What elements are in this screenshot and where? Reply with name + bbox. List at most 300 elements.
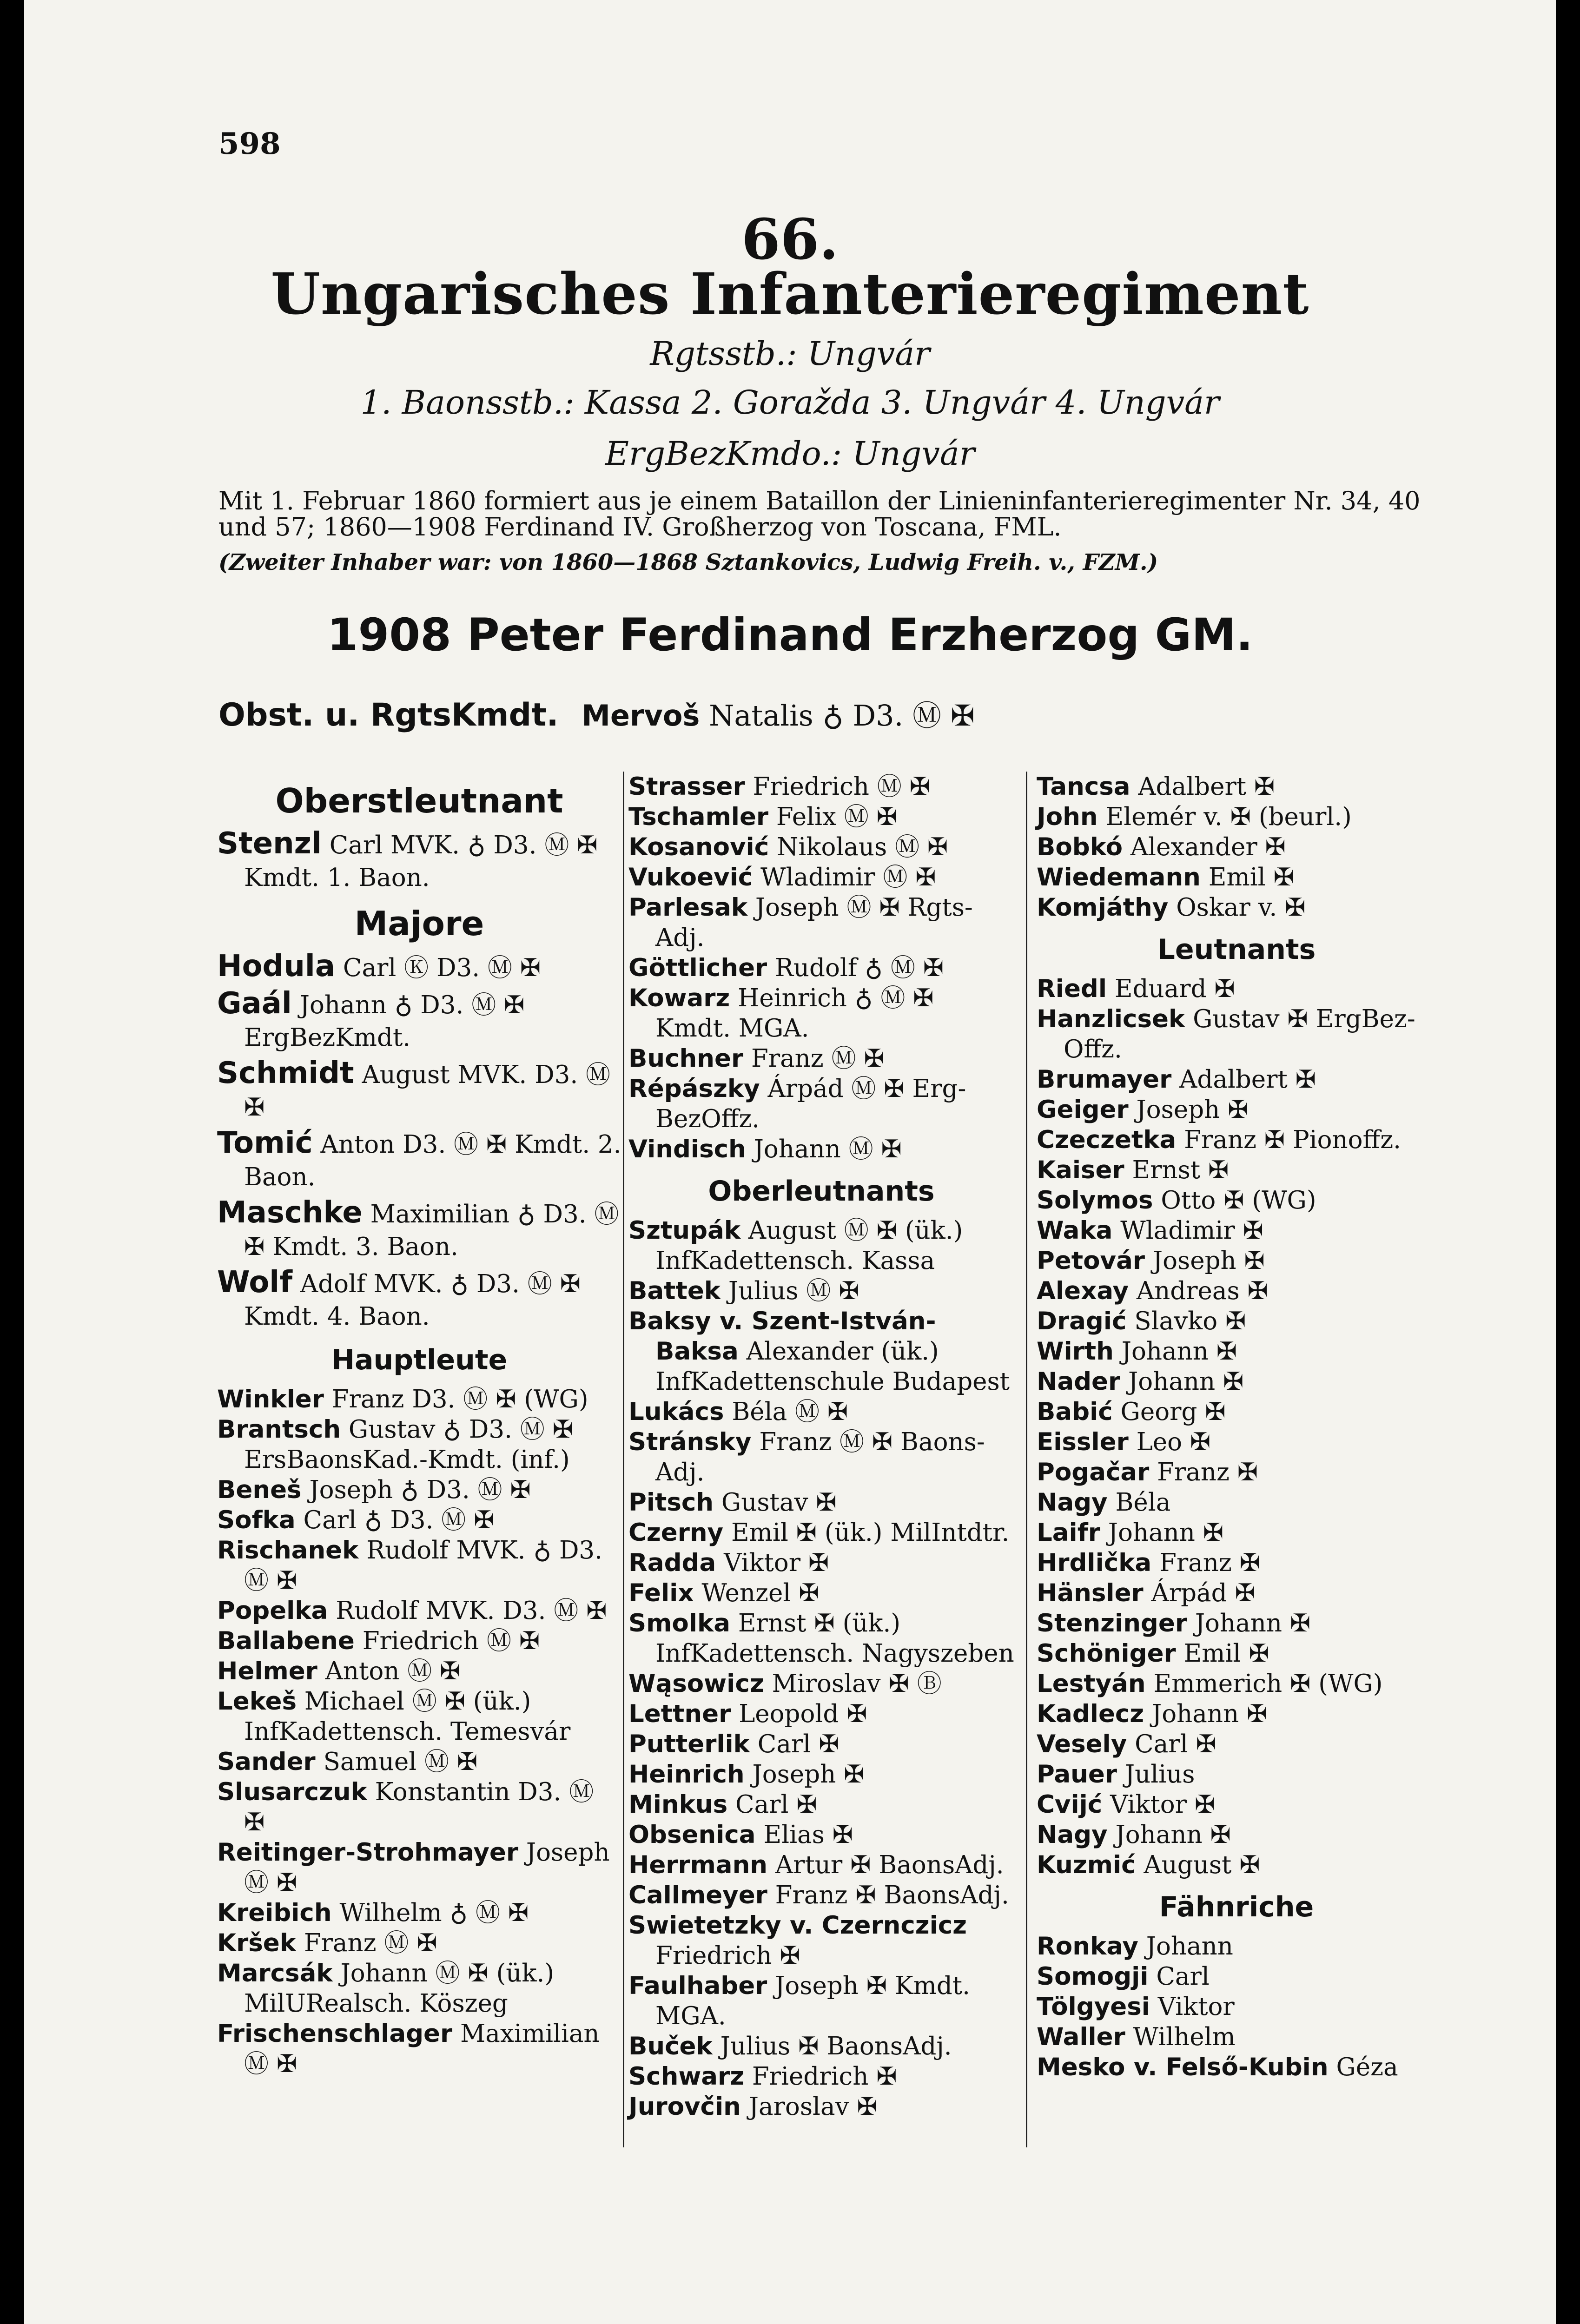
list-item xyxy=(217,1656,621,1686)
regiment-commander xyxy=(218,693,975,734)
person-surname: Eissler xyxy=(1037,1428,1129,1456)
list-item xyxy=(217,1196,621,1263)
list-item xyxy=(628,892,1014,953)
list-item xyxy=(628,772,1014,802)
person-surname: Hrdlička xyxy=(1037,1549,1152,1577)
list-item xyxy=(1037,1729,1436,1759)
person-details: Viktor ✠ xyxy=(1110,1790,1216,1819)
person-surname: Brumayer xyxy=(1037,1065,1172,1094)
person-surname: Pitsch xyxy=(628,1488,714,1517)
person-details: Carl ✠ xyxy=(757,1730,840,1758)
list-item xyxy=(628,1789,1014,1820)
list-item xyxy=(1037,1367,1436,1397)
person-details: Maximilian Ⓜ ✠ xyxy=(244,2020,600,2078)
person-details: Leopold ✠ xyxy=(739,1700,867,1728)
person-surname: Kuzmić xyxy=(1037,1851,1136,1879)
battalion-staffs: 1. Baonsstb.: Kassa 2. Goražda 3. Ungvár 4. Ungvár xyxy=(360,383,1220,422)
list-item xyxy=(1037,1789,1436,1820)
list-item xyxy=(628,1518,1014,1548)
column-divider-1 xyxy=(623,772,624,2147)
person-details: Carl xyxy=(1156,1962,1210,1991)
person-details: Franz ✠ BaonsAdj. xyxy=(775,1881,1009,1909)
list-item xyxy=(628,1487,1014,1518)
person-details: Julius ✠ BaonsAdj. xyxy=(720,2032,952,2060)
person-details: Anton D3. Ⓜ ✠ Kmdt. 2. Baon. xyxy=(244,1130,621,1191)
person-details: Joseph Ⓜ ✠ Rgts-Adj. xyxy=(655,893,973,952)
person-surname: Stenzinger xyxy=(1037,1609,1187,1637)
person-details: Franz ✠ Pionoffz. xyxy=(1184,1126,1401,1154)
person-details: Slavko ✠ xyxy=(1134,1307,1246,1335)
person-surname: Smolka xyxy=(628,1609,730,1637)
list-item xyxy=(1037,832,1436,862)
person-details: Johann ✠ xyxy=(1108,1519,1224,1547)
list-item xyxy=(1037,1427,1436,1457)
list-item xyxy=(628,2092,1014,2122)
person-details: Alexander ✠ xyxy=(1130,833,1286,861)
person-surname: Waller xyxy=(1037,2023,1125,2051)
list-item xyxy=(628,1074,1014,1134)
person-details: Géza xyxy=(1336,2053,1398,2081)
person-surname: Cvijć xyxy=(1037,1790,1103,1819)
person-details: Oskar v. ✠ xyxy=(1176,893,1306,922)
list-oberleutnants xyxy=(628,1215,1014,2122)
person-surname: Popelka xyxy=(217,1597,328,1625)
list-item xyxy=(1037,1306,1436,1336)
person-details: Anton Ⓜ ✠ xyxy=(325,1657,461,1685)
list-item xyxy=(217,1626,621,1656)
person-surname: Callmeyer xyxy=(628,1881,767,1909)
person-surname: Swietetzky v. Czernczicz xyxy=(628,1911,967,1940)
person-details: Johann Ⓜ ✠ xyxy=(754,1135,902,1163)
person-surname: Buchner xyxy=(628,1044,744,1073)
list-item xyxy=(1037,1699,1436,1729)
person-details: Elemér v. ✠ (beurl.) xyxy=(1105,803,1352,831)
person-details: Eduard ✠ xyxy=(1114,975,1235,1003)
list-item xyxy=(628,1669,1014,1699)
list-item xyxy=(217,1747,621,1777)
person-details: Rudolf MVK. ♁ D3. Ⓜ ✠ xyxy=(244,1536,603,1595)
person-details: Miroslav ✠ Ⓑ xyxy=(772,1670,942,1698)
list-item xyxy=(1037,1397,1436,1427)
person-details: Wladimir ✠ xyxy=(1120,1216,1263,1245)
person-details: Artur ✠ BaonsAdj. xyxy=(775,1851,1004,1879)
person-details: Johann ✠ xyxy=(1121,1337,1237,1366)
person-surname: Felix xyxy=(628,1579,694,1607)
person-details: August ✠ xyxy=(1144,1851,1260,1879)
person-details: Franz Ⓜ ✠ xyxy=(751,1044,885,1073)
person-surname: Kršek xyxy=(217,1929,296,1957)
person-details: Elias ✠ xyxy=(763,1821,853,1849)
list-item xyxy=(1037,1961,1436,1992)
person-surname: Battek xyxy=(628,1277,721,1305)
list-item xyxy=(1037,1608,1436,1638)
person-details: Carl ✠ xyxy=(1135,1730,1216,1758)
person-surname: Helmer xyxy=(217,1657,317,1685)
person-details: Joseph Ⓜ ✠ xyxy=(244,1838,610,1897)
person-surname: Vukoević xyxy=(628,863,753,891)
person-surname: Lestyán xyxy=(1037,1670,1146,1698)
list-item xyxy=(217,1777,621,1837)
person-details: Leo ✠ xyxy=(1136,1428,1211,1456)
list-item xyxy=(217,1266,621,1333)
person-details: Jaroslav ✠ xyxy=(748,2093,878,2121)
list-item xyxy=(628,1043,1014,1074)
person-surname: Sofka xyxy=(217,1506,296,1534)
person-details: Joseph ✠ Kmdt. MGA. xyxy=(655,1972,970,2030)
list-item xyxy=(1037,1457,1436,1487)
list-item xyxy=(217,1686,621,1747)
person-details: Friedrich ✠ xyxy=(752,2062,897,2091)
person-surname: Buček xyxy=(628,2032,713,2060)
person-details: Otto ✠ (WG) xyxy=(1161,1186,1316,1215)
list-item xyxy=(628,1850,1014,1880)
commander-label: Obst. u. RgtsKmdt. xyxy=(218,697,559,733)
person-surname: Putterlik xyxy=(628,1730,750,1758)
column-3 xyxy=(1037,772,1436,2082)
person-details: Heinrich ♁ Ⓜ ✠ Kmdt. MGA. xyxy=(655,984,934,1043)
person-details: Emil ✠ xyxy=(1183,1639,1269,1668)
list-item xyxy=(217,2019,621,2079)
person-surname: Nagy xyxy=(1037,1821,1108,1849)
list-item xyxy=(1037,1336,1436,1367)
list-item xyxy=(217,950,621,984)
list-item xyxy=(217,1898,621,1928)
list-item xyxy=(217,1414,621,1475)
person-surname: Tancsa xyxy=(1037,772,1130,801)
list-item xyxy=(1037,1548,1436,1578)
person-surname: Tschamler xyxy=(628,803,769,831)
list-item xyxy=(1037,1185,1436,1215)
person-surname: Bobkó xyxy=(1037,833,1123,861)
person-details: Emmerich ✠ (WG) xyxy=(1153,1670,1383,1698)
person-details: August MVK. D3. Ⓜ ✠ xyxy=(244,1061,611,1122)
person-surname: Lekeš xyxy=(217,1687,297,1716)
person-details: Gustav ✠ ErgBez-Offz. xyxy=(1064,1005,1415,1063)
person-surname: Hanzlicsek xyxy=(1037,1005,1185,1033)
commander-name: Mervoš xyxy=(582,699,700,733)
list-item xyxy=(628,1820,1014,1850)
list-majore xyxy=(217,950,621,1333)
list-item xyxy=(628,983,1014,1043)
person-details: Árpád Ⓜ ✠ Erg-BezOffz. xyxy=(655,1075,966,1133)
list-item xyxy=(628,802,1014,832)
person-details: Johann xyxy=(1146,1932,1233,1961)
column-2 xyxy=(628,772,1014,2122)
person-details: Gustav ♁ D3. Ⓜ ✠ ErsBaonsKad.-Kmdt. (inf.) xyxy=(244,1415,574,1474)
person-details: Joseph ♁ D3. Ⓜ ✠ xyxy=(309,1476,531,1504)
person-surname: Strasser xyxy=(628,772,745,801)
list-item xyxy=(628,1910,1014,1971)
list-item xyxy=(1037,1246,1436,1276)
list-item xyxy=(1037,772,1436,802)
person-surname: Frischenschlager xyxy=(217,2020,453,2048)
person-surname: Lettner xyxy=(628,1700,731,1728)
list-item xyxy=(1037,1638,1436,1669)
person-surname: Gaál xyxy=(217,986,292,1021)
person-surname: Brantsch xyxy=(217,1415,341,1444)
person-details: Béla Ⓜ ✠ xyxy=(732,1398,848,1426)
list-item xyxy=(217,1596,621,1626)
list-item xyxy=(628,1548,1014,1578)
list-leutnants xyxy=(1037,974,1436,1880)
list-item xyxy=(217,1384,621,1414)
list-item xyxy=(1037,1850,1436,1880)
person-details: Joseph ✠ xyxy=(1136,1096,1249,1124)
person-details: Franz Ⓜ ✠ Baons-Adj. xyxy=(655,1428,985,1486)
list-item xyxy=(217,1958,621,2019)
person-surname: Répászky xyxy=(628,1075,760,1103)
person-surname: Kreibich xyxy=(217,1899,332,1927)
person-details: Wladimir Ⓜ ✠ xyxy=(760,863,936,891)
person-details: Viktor xyxy=(1157,1993,1235,2021)
page-number: 598 xyxy=(218,126,281,161)
person-details: Adalbert ✠ xyxy=(1138,772,1275,801)
person-details: Maximilian ♁ D3. Ⓜ ✠ Kmdt. 3. Baon. xyxy=(244,1200,619,1261)
list-item xyxy=(1037,1931,1436,1961)
person-surname: Minkus xyxy=(628,1790,728,1819)
person-details: Joseph ✠ xyxy=(1152,1247,1265,1275)
person-details: Alexander (ük.) InfKadettenschule Budapest xyxy=(655,1337,1010,1396)
person-surname: Wiedemann xyxy=(1037,863,1201,891)
person-details: Adolf MVK. ♁ D3. Ⓜ ✠ Kmdt. 4. Baon. xyxy=(244,1270,581,1331)
person-surname: Pauer xyxy=(1037,1760,1117,1789)
person-details: Andreas ✠ xyxy=(1136,1277,1268,1305)
person-surname: Schmidt xyxy=(217,1056,354,1090)
list-item xyxy=(217,1127,621,1194)
person-details: Nikolaus Ⓜ ✠ xyxy=(777,833,948,861)
list-item xyxy=(217,1475,621,1505)
person-surname: Wąsowicz xyxy=(628,1670,764,1698)
person-details: Johann ♁ D3. Ⓜ ✠ ErgBezKmdt. xyxy=(244,991,525,1052)
list-item xyxy=(217,1837,621,1898)
person-surname: Vesely xyxy=(1037,1730,1127,1758)
person-details: Johann ✠ xyxy=(1195,1609,1311,1637)
list-item xyxy=(628,1578,1014,1608)
person-details: Georg ✠ xyxy=(1120,1398,1226,1426)
person-surname: Kosanović xyxy=(628,833,769,861)
person-surname: Sztupák xyxy=(628,1216,741,1245)
intro-line-2: und 57; 1860—1908 Ferdinand IV. Großherzog von Toscana, FML. xyxy=(218,512,1062,541)
list-obstlt xyxy=(217,827,621,894)
person-details: Konstantin D3. Ⓜ ✠ xyxy=(244,1778,594,1836)
list-item xyxy=(1037,862,1436,892)
list-item xyxy=(1037,1759,1436,1789)
person-details: Árpád ✠ xyxy=(1151,1579,1256,1607)
person-surname: Czerny xyxy=(628,1519,724,1547)
person-surname: Waka xyxy=(1037,1216,1113,1245)
person-details: Adalbert ✠ xyxy=(1179,1065,1316,1094)
list-oberleutnants-cont xyxy=(1037,772,1436,923)
heading-hauptleute: Hauptleute xyxy=(331,1344,508,1376)
person-surname: Göttlicher xyxy=(628,954,767,982)
person-surname: Rischanek xyxy=(217,1536,359,1565)
person-surname: Somogji xyxy=(1037,1962,1149,1991)
person-surname: Babić xyxy=(1037,1398,1113,1426)
person-surname: Stenzl xyxy=(217,826,322,861)
person-surname: Parlesak xyxy=(628,893,747,922)
person-surname: Reitinger-Strohmayer xyxy=(217,1838,518,1867)
person-surname: Dragić xyxy=(1037,1307,1127,1335)
heading-oberleutnants: Oberleutnants xyxy=(708,1175,935,1208)
list-item xyxy=(1037,2052,1436,2082)
list-item xyxy=(628,1880,1014,1910)
list-faehnriche xyxy=(1037,1931,1436,2082)
person-surname: Riedl xyxy=(1037,975,1107,1003)
list-item xyxy=(628,832,1014,862)
person-details: Joseph ✠ xyxy=(752,1760,865,1789)
person-surname: Marcsák xyxy=(217,1959,333,1987)
person-surname: Solymos xyxy=(1037,1186,1153,1215)
person-surname: Hodula xyxy=(217,949,336,984)
intro-line-3: (Zweiter Inhaber war: von 1860—1868 Sztankovics, Ludwig Freih. v., FZM.) xyxy=(218,549,1158,575)
column-divider-2 xyxy=(1026,772,1027,2147)
list-item xyxy=(1037,1125,1436,1155)
list-item xyxy=(1037,1578,1436,1608)
person-details: Emil ✠ xyxy=(1208,863,1294,891)
person-surname: Stránsky xyxy=(628,1428,752,1456)
list-item xyxy=(628,953,1014,983)
person-surname: Herrmann xyxy=(628,1851,768,1879)
person-details: Gustav ✠ xyxy=(721,1488,837,1517)
person-details: Wilhelm xyxy=(1133,2023,1236,2051)
person-surname: Petovár xyxy=(1037,1247,1145,1275)
list-item xyxy=(1037,1095,1436,1125)
person-details: Carl ✠ xyxy=(735,1790,817,1819)
person-surname: Mesko v. Felső-Kubin xyxy=(1037,2053,1329,2081)
person-surname: Sander xyxy=(217,1748,316,1776)
list-item xyxy=(628,1276,1014,1306)
person-surname: Tomić xyxy=(217,1126,313,1160)
person-surname: Nagy xyxy=(1037,1488,1108,1517)
list-item xyxy=(217,987,621,1054)
person-details: Wenzel ✠ xyxy=(701,1579,820,1607)
heading-oberstleutnant: Oberstleutnant xyxy=(275,781,563,820)
inhaber-heading: 1908 Peter Ferdinand Erzherzog GM. xyxy=(327,609,1253,661)
person-surname: Czeczetka xyxy=(1037,1126,1177,1154)
intro-line-1: Mit 1. Februar 1860 formiert aus je einem Bataillon der Linieninfanterieregimenter Nr. 34, 40 xyxy=(218,486,1421,515)
person-surname: Heinrich xyxy=(628,1760,745,1789)
list-item xyxy=(628,1729,1014,1759)
list-item xyxy=(217,1535,621,1596)
person-surname: Schwarz xyxy=(628,2062,745,2091)
list-item xyxy=(1037,1992,1436,2022)
column-1 xyxy=(217,772,621,2079)
person-surname: Radda xyxy=(628,1549,716,1577)
person-surname: John xyxy=(1037,803,1098,831)
erg-command: ErgBezKmdo.: Ungvár xyxy=(605,435,975,473)
person-surname: Kowarz xyxy=(628,984,730,1012)
person-surname: Obsenica xyxy=(628,1821,756,1849)
person-details: Michael Ⓜ ✠ (ük.) InfKadettensch. Temesvár xyxy=(244,1687,571,1746)
person-surname: Beneš xyxy=(217,1476,302,1504)
list-item xyxy=(628,1397,1014,1427)
person-surname: Schöniger xyxy=(1037,1639,1176,1668)
person-surname: Laifr xyxy=(1037,1519,1100,1547)
commander-details: Natalis ♁ D3. Ⓜ ✠ xyxy=(709,699,975,733)
person-details: Friedrich Ⓜ ✠ xyxy=(753,772,931,801)
person-details: Johann ✠ xyxy=(1128,1367,1244,1396)
list-item xyxy=(628,1699,1014,1729)
person-surname: Vindisch xyxy=(628,1135,746,1163)
list-item xyxy=(628,2061,1014,2092)
person-surname: Alexay xyxy=(1037,1277,1129,1305)
person-surname: Winkler xyxy=(217,1385,324,1413)
person-surname: Ronkay xyxy=(1037,1932,1138,1961)
list-item xyxy=(628,1427,1014,1487)
person-surname: Geiger xyxy=(1037,1096,1129,1124)
list-item xyxy=(1037,1820,1436,1850)
person-details: Johann ✠ xyxy=(1152,1700,1268,1728)
list-item xyxy=(1037,1064,1436,1095)
heading-majore: Majore xyxy=(354,904,484,943)
person-surname: Jurovčin xyxy=(628,2093,741,2121)
person-details: Julius xyxy=(1124,1760,1195,1789)
person-details: Franz Ⓜ ✠ xyxy=(304,1929,437,1957)
person-surname: Nader xyxy=(1037,1367,1121,1396)
person-surname: Pogačar xyxy=(1037,1458,1150,1486)
person-details: Ernst ✠ xyxy=(1132,1156,1229,1184)
person-details: Ernst ✠ (ük.) InfKadettensch. Nagyszeben xyxy=(655,1609,1014,1668)
person-surname: Faulhaber xyxy=(628,1972,767,2000)
person-details: Béla xyxy=(1115,1488,1171,1517)
list-item xyxy=(1037,1004,1436,1064)
person-details: Emil ✠ (ük.) MilIntdtr. xyxy=(731,1519,1010,1547)
person-details: Franz ✠ xyxy=(1157,1458,1258,1486)
person-details: Friedrich Ⓜ ✠ xyxy=(362,1627,540,1655)
list-item xyxy=(1037,1215,1436,1246)
person-surname: Tölgyesi xyxy=(1037,1993,1150,2021)
person-details: August Ⓜ ✠ (ük.) InfKadettensch. Kassa xyxy=(655,1216,963,1275)
list-item xyxy=(628,1759,1014,1789)
regiment-name: Ungarisches Infanterieregiment xyxy=(271,260,1309,327)
document-page xyxy=(24,0,1556,2324)
person-details: Julius Ⓜ ✠ xyxy=(728,1277,859,1305)
person-surname: Hänsler xyxy=(1037,1579,1144,1607)
list-hauptleute xyxy=(217,1384,621,2079)
list-item xyxy=(1037,802,1436,832)
list-item xyxy=(217,1057,621,1124)
list-item xyxy=(628,1608,1014,1669)
list-item xyxy=(1037,1155,1436,1185)
person-details: Felix Ⓜ ✠ xyxy=(776,803,898,831)
person-details: Friedrich ✠ xyxy=(655,1941,800,1970)
person-details: Carl MVK. ♁ D3. Ⓜ ✠ Kmdt. 1. Baon. xyxy=(244,831,598,892)
list-item xyxy=(1037,1487,1436,1518)
person-details: Samuel Ⓜ ✠ xyxy=(323,1748,478,1776)
person-details: Johann ✠ xyxy=(1115,1821,1231,1849)
list-item xyxy=(217,827,621,894)
person-details: Carl Ⓚ D3. Ⓜ ✠ xyxy=(343,954,541,982)
person-surname: Baksy v. Szent-István-Baksa xyxy=(628,1307,936,1366)
person-surname: Kadlecz xyxy=(1037,1700,1144,1728)
person-surname: Slusarczuk xyxy=(217,1778,367,1806)
list-item xyxy=(628,1134,1014,1164)
person-surname: Maschke xyxy=(217,1195,363,1230)
list-item xyxy=(1037,974,1436,1004)
person-details: Wilhelm ♁ Ⓜ ✠ xyxy=(339,1899,529,1927)
regiment-staff: Rgtsstb.: Ungvár xyxy=(650,335,930,373)
list-item xyxy=(217,1505,621,1535)
person-details: Rudolf ♁ Ⓜ ✠ xyxy=(775,954,944,982)
list-item xyxy=(628,862,1014,892)
person-surname: Ballabene xyxy=(217,1627,355,1655)
person-surname: Wirth xyxy=(1037,1337,1114,1366)
person-details: Franz D3. Ⓜ ✠ (WG) xyxy=(331,1385,588,1413)
person-details: Viktor ✠ xyxy=(724,1549,829,1577)
person-surname: Lukács xyxy=(628,1398,724,1426)
person-details: Rudolf MVK. D3. Ⓜ ✠ xyxy=(336,1597,607,1625)
list-hauptleute-cont xyxy=(628,772,1014,1164)
